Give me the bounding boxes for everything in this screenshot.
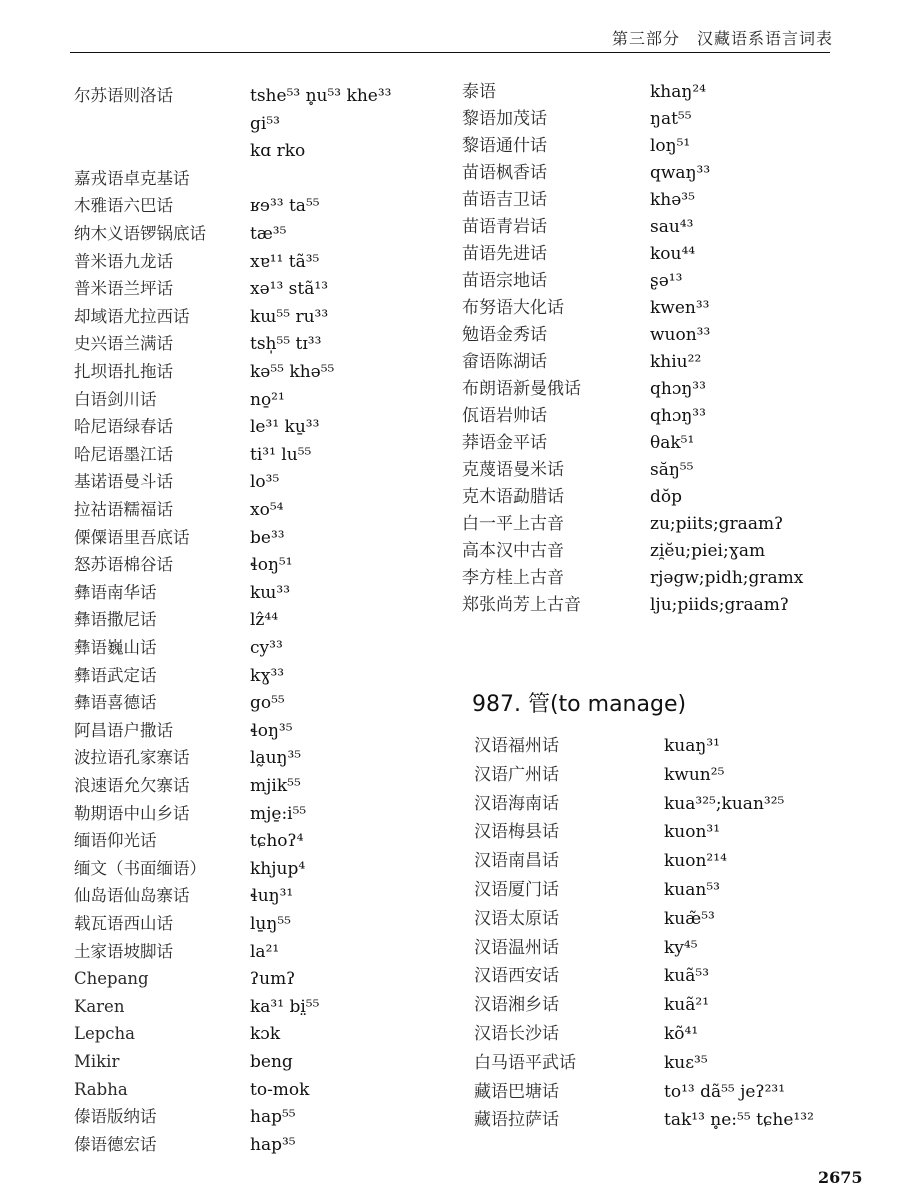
language-name: 拉祜语糯福话 bbox=[74, 500, 173, 519]
pronunciation: hap³⁵ bbox=[250, 1134, 296, 1155]
pronunciation: ka³¹ bi̤⁵⁵ bbox=[250, 996, 320, 1017]
language-name: 怒苏语棉谷话 bbox=[74, 555, 173, 575]
language-name: 浪速语允欠寨话 bbox=[74, 776, 190, 795]
language-name: 苗语吉卫话 bbox=[462, 190, 547, 210]
language-name: 勉语金秀话 bbox=[462, 325, 547, 345]
language-name: 白马语平武话 bbox=[474, 1052, 576, 1073]
pronunciation: beng bbox=[250, 1052, 293, 1072]
pronunciation: mjik⁵⁵ bbox=[250, 776, 301, 796]
language-name: 莽语金平话 bbox=[462, 433, 547, 453]
language-name: 尔苏语则洛话 bbox=[74, 86, 173, 105]
language-name: 彝语巍山话 bbox=[74, 638, 157, 657]
pronunciation: ti³¹ lu⁵⁵ bbox=[250, 444, 312, 465]
pronunciation: ɬoŋ³⁵ bbox=[250, 720, 293, 741]
pronunciation: sau⁴³ bbox=[650, 217, 694, 237]
language-name: 汉语温州话 bbox=[474, 937, 559, 958]
pronunciation: be³³ bbox=[250, 527, 285, 548]
pronunciation: lju;piids;graamʔ bbox=[650, 595, 789, 615]
language-name: 土家语坡脚话 bbox=[74, 941, 173, 961]
language-name: 郑张尚芳上古音 bbox=[462, 595, 581, 615]
language-name: 汉语太原话 bbox=[474, 908, 559, 929]
pronunciation: kɑ rko bbox=[250, 141, 306, 162]
language-name: 普米语兰坪话 bbox=[74, 279, 173, 299]
language-name: 苗语枫香话 bbox=[462, 163, 547, 183]
pronunciation: mje̱:i⁵⁵ bbox=[250, 803, 307, 824]
pronunciation: kə⁵⁵ khə⁵⁵ bbox=[250, 362, 335, 382]
language-name: 彝语武定话 bbox=[74, 665, 157, 685]
pronunciation: tshe⁵³ n̥u⁵³ khe³³ bbox=[250, 86, 392, 106]
pronunciation: cy³³ bbox=[250, 638, 283, 658]
pronunciation: kuan⁵³ bbox=[664, 880, 720, 900]
language-name: 载瓦语西山话 bbox=[74, 914, 173, 933]
language-name: 汉语长沙话 bbox=[474, 1024, 559, 1044]
language-name: Mikir bbox=[74, 1052, 120, 1071]
language-name: 黎语加茂话 bbox=[462, 109, 547, 129]
pronunciation: xə¹³ stã¹³ bbox=[250, 279, 329, 300]
language-name: 汉语南昌话 bbox=[474, 851, 559, 872]
language-name: 苗语青岩话 bbox=[462, 217, 547, 237]
language-name: 布努语大化话 bbox=[462, 298, 564, 318]
pronunciation: kuã²¹ bbox=[664, 995, 710, 1016]
pronunciation: khaŋ²⁴ bbox=[650, 82, 706, 102]
pronunciation: loŋ⁵¹ bbox=[650, 136, 691, 156]
pronunciation: qwaŋ³³ bbox=[650, 163, 711, 183]
language-name: Karen bbox=[74, 996, 125, 1016]
pronunciation: xo⁵⁴ bbox=[250, 500, 284, 520]
pronunciation: khjup⁴ bbox=[250, 858, 306, 879]
pronunciation: tsh̩⁵⁵ tɪ³³ bbox=[250, 334, 322, 355]
language-name: 黎语通什话 bbox=[462, 136, 547, 156]
language-name: 李方桂上古音 bbox=[462, 568, 564, 588]
pronunciation: go⁵⁵ bbox=[250, 693, 285, 714]
language-name: 高本汉中古音 bbox=[462, 541, 564, 561]
pronunciation: to-mok bbox=[250, 1079, 310, 1100]
language-name: 泰语 bbox=[462, 82, 496, 102]
language-name: 扎坝语扎拖话 bbox=[74, 362, 173, 381]
pronunciation: tɕhoʔ⁴ bbox=[250, 831, 304, 852]
running-header: 第三部分 汉藏语系语言词表 bbox=[612, 29, 834, 48]
pronunciation: kuã⁵³ bbox=[664, 966, 710, 987]
pronunciation: xɐ¹¹ tã³⁵ bbox=[250, 251, 320, 272]
language-name: Lepcha bbox=[74, 1024, 135, 1044]
language-name: 彝语喜德话 bbox=[74, 693, 157, 713]
pronunciation: qhɔŋ³³ bbox=[650, 379, 706, 399]
language-name: 缅语仰光话 bbox=[74, 831, 157, 851]
pronunciation: la²¹ bbox=[250, 941, 280, 962]
language-name: 汉语西安话 bbox=[474, 966, 559, 987]
language-name: 仙岛语仙岛寨话 bbox=[74, 886, 190, 906]
language-name: 汉语湘乡话 bbox=[474, 995, 559, 1016]
language-name: 畲语陈湖话 bbox=[462, 352, 547, 372]
pronunciation: zi̯ĕu;piei;ɣam bbox=[650, 541, 766, 561]
language-name: 嘉戎语卓克基话 bbox=[74, 168, 190, 188]
pronunciation: wuon³³ bbox=[650, 325, 711, 345]
language-name: 汉语福州话 bbox=[474, 736, 559, 756]
pronunciation: ʂə¹³ bbox=[650, 271, 683, 291]
language-name: 傈僳语里吾底话 bbox=[74, 527, 190, 547]
pronunciation: gi⁵³ bbox=[250, 113, 280, 134]
pronunciation: khiu²² bbox=[650, 352, 702, 372]
language-name: 白语剑川话 bbox=[74, 389, 157, 409]
language-name: 克木语勐腊话 bbox=[462, 487, 564, 507]
header-rule bbox=[70, 52, 830, 53]
pronunciation: kou⁴⁴ bbox=[650, 244, 696, 264]
language-name: 哈尼语绿春话 bbox=[74, 417, 173, 437]
language-name: 纳木义语锣锅底话 bbox=[74, 224, 206, 243]
language-name: 基诺语曼斗话 bbox=[74, 472, 173, 492]
pronunciation: kɯ³³ bbox=[250, 582, 291, 603]
pronunciation: ky⁴⁵ bbox=[664, 937, 698, 958]
pronunciation: rjəgw;pidh;gramx bbox=[650, 568, 804, 588]
pronunciation: kuɛ³⁵ bbox=[664, 1052, 708, 1073]
language-name: 普米语九龙话 bbox=[74, 251, 173, 271]
pronunciation: kwen³³ bbox=[650, 298, 710, 318]
pronunciation: tæ³⁵ bbox=[250, 224, 287, 244]
language-name: Chepang bbox=[74, 969, 149, 989]
pronunciation: tak¹³ n̥e:⁵⁵ tɕhe¹³² bbox=[664, 1110, 814, 1131]
language-name: 克蔑语曼米话 bbox=[462, 460, 564, 480]
language-name: 佤语岩帅话 bbox=[462, 406, 547, 426]
pronunciation: kõ⁴¹ bbox=[664, 1024, 699, 1044]
language-name: 藏语拉萨话 bbox=[474, 1110, 559, 1131]
pronunciation: zu;piits;graamʔ bbox=[650, 514, 784, 534]
pronunciation: dŏp bbox=[650, 487, 682, 507]
pronunciation: hap⁵⁵ bbox=[250, 1107, 296, 1128]
language-name: 白一平上古音 bbox=[462, 514, 564, 534]
pronunciation: ɬuŋ³¹ bbox=[250, 886, 294, 907]
pronunciation: kuaŋ³¹ bbox=[664, 736, 720, 756]
language-name: 苗语先进话 bbox=[462, 244, 547, 264]
language-name: 藏语巴塘话 bbox=[474, 1081, 559, 1102]
pronunciation: no̱²¹ bbox=[250, 389, 285, 410]
language-name: 缅文（书面缅语） bbox=[74, 858, 206, 878]
language-name: 阿昌语户撒话 bbox=[74, 720, 173, 740]
pronunciation: ʁɘ³³ ta⁵⁵ bbox=[250, 196, 320, 217]
language-name: 汉语梅县话 bbox=[474, 822, 559, 843]
pronunciation: săŋ⁵⁵ bbox=[650, 460, 694, 480]
pronunciation: lu̱ŋ⁵⁵ bbox=[250, 914, 291, 934]
language-name: 傣语版纳话 bbox=[74, 1107, 157, 1127]
pronunciation: to¹³ dã⁵⁵ jeʔ²³¹ bbox=[664, 1081, 786, 1102]
pronunciation: kuæ̃⁵³ bbox=[664, 908, 715, 929]
language-name: 波拉语孔家寨话 bbox=[74, 748, 190, 768]
pronunciation: kɣ³³ bbox=[250, 665, 285, 686]
language-name: 哈尼语墨江话 bbox=[74, 444, 173, 464]
language-name: 彝语撒尼话 bbox=[74, 610, 157, 630]
pronunciation: kɯ⁵⁵ ru³³ bbox=[250, 306, 329, 327]
language-name: 勒期语中山乡话 bbox=[74, 803, 190, 823]
pronunciation: kwun²⁵ bbox=[664, 764, 725, 785]
language-name: Rabha bbox=[74, 1079, 128, 1099]
pronunciation: ɬoŋ⁵¹ bbox=[250, 555, 293, 576]
section-title: 987. 管(to manage) bbox=[472, 692, 687, 717]
pronunciation: kuon²¹⁴ bbox=[664, 851, 727, 872]
pronunciation: kɔk bbox=[250, 1024, 281, 1045]
pronunciation: kua³²⁵;kuan³²⁵ bbox=[664, 793, 785, 814]
pronunciation: θak⁵¹ bbox=[650, 433, 695, 453]
language-name: 却域语尤拉西话 bbox=[74, 306, 190, 326]
language-name: 彝语南华话 bbox=[74, 582, 157, 602]
pronunciation: ŋat⁵⁵ bbox=[650, 109, 692, 129]
language-name: 布朗语新曼俄话 bbox=[462, 379, 581, 399]
pronunciation: la̰uŋ³⁵ bbox=[250, 748, 302, 769]
pronunciation: khə³⁵ bbox=[650, 190, 695, 210]
pronunciation: le³¹ ku̱³³ bbox=[250, 417, 320, 438]
pronunciation: lo³⁵ bbox=[250, 472, 280, 493]
language-name: 苗语宗地话 bbox=[462, 271, 547, 291]
pronunciation: lẑ⁴⁴ bbox=[250, 610, 279, 631]
language-name: 史兴语兰满话 bbox=[74, 334, 173, 354]
language-name: 汉语厦门话 bbox=[474, 880, 559, 900]
language-name: 傣语德宏话 bbox=[74, 1134, 157, 1154]
page-number: 2675 bbox=[818, 1168, 863, 1187]
language-name: 汉语海南话 bbox=[474, 793, 559, 814]
pronunciation: kuon³¹ bbox=[664, 822, 721, 843]
language-name: 木雅语六巴话 bbox=[74, 196, 173, 216]
pronunciation: qhɔŋ³³ bbox=[650, 406, 706, 426]
language-name: 汉语广州话 bbox=[474, 764, 559, 785]
pronunciation: ʔumʔ bbox=[250, 969, 296, 990]
